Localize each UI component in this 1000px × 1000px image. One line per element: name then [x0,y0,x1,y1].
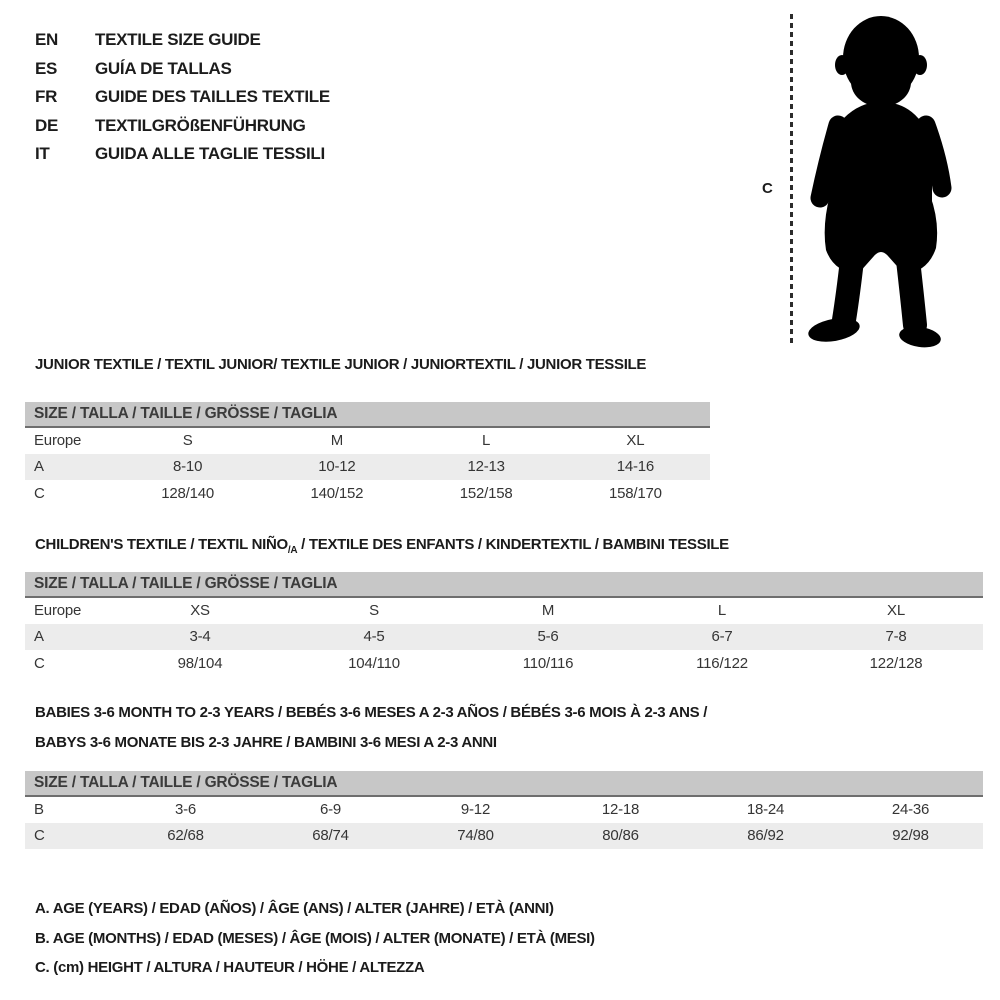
guide-title-it: GUIDA ALLE TAGLIE TESSILI [95,144,325,164]
row-label: A [34,458,44,476]
table-row [25,624,983,651]
guide-title-de: TEXTILGRÖßENFÜHRUNG [95,115,306,135]
table-cell: XL [626,432,645,450]
table-cell: 3-6 [174,801,197,819]
table-cell: 8-10 [173,458,203,476]
table-cell: XL [887,602,905,620]
table-row [25,650,983,677]
row-label: Europe [34,602,82,620]
table-cell: 68/74 [312,827,349,845]
table-row [25,427,710,454]
table-row [25,796,983,823]
table-cell: 152/158 [459,484,513,502]
table-cell: 10-12 [318,458,356,476]
table-cell: 4-5 [363,628,385,646]
table-cell: 14-16 [616,458,655,476]
children-title-post: / TEXTILE DES ENFANTS / KINDERTEXTIL / BAMBINI TESSILE [297,536,729,553]
table-cell: 12-13 [467,458,505,476]
babies-size-table [25,771,983,849]
table-cell: XS [190,602,210,620]
table-cell: 9-12 [460,801,491,819]
table-cell: 92/98 [892,827,929,845]
guide-title-en: TEXTILE SIZE GUIDE [95,30,261,49]
table-cell: 140/152 [310,484,364,502]
table-cell: 7-8 [885,628,907,646]
table-cell: 3-4 [189,628,211,646]
table-cell: 74/80 [457,827,494,845]
table-cell: 116/122 [696,654,748,672]
table-row [25,480,710,507]
table-cell: M [330,432,344,450]
babies-section-title-line1: BABIES 3-6 MONTH TO 2-3 YEARS / BEBÉS 3-6 MESES A 2-3 AÑOS / BÉBÉS 3-6 MOIS À 2-3 ANS / [35,704,708,721]
lang-row-it [35,140,330,169]
children-title-sub: /A [287,545,298,556]
table-cell: 104/110 [348,654,400,672]
table-cell: 62/68 [167,827,204,845]
row-label: Europe [34,432,82,450]
row-label: C [34,654,45,672]
height-dotted-line [790,14,793,347]
size-header-band: SIZE / TALLA / TAILLE / GRÖSSE / TAGLIA [25,771,983,796]
size-header-row [25,402,710,427]
row-label: C [34,827,45,845]
junior-size-table [25,402,710,507]
table-cell: S [369,602,379,620]
table-cell: 158/170 [608,484,662,502]
row-label: A [34,628,44,646]
table-cell: 80/86 [602,827,639,845]
size-header-band: SIZE / TALLA / TAILLE / GRÖSSE / TAGLIA [25,402,710,427]
baby-silhouette-icon [800,10,960,350]
guide-title-fr: GUIDE DES TAILLES TEXTILE [95,87,330,107]
table-cell: 6-7 [711,628,733,646]
size-header-row [25,771,983,796]
guide-title-es: GUÍA DE TALLAS [95,58,232,78]
table-row [25,454,710,481]
legend-height-cm: C. (cm) HEIGHT / ALTURA / HAUTEUR / HÖHE / ALTEZZA [35,959,425,976]
table-row [25,823,983,850]
lang-code: IT [35,144,50,164]
legend-age-months: B. AGE (MONTHS) / EDAD (MESES) / ÂGE (MOIS) / ALTER (MONATE) / ETÀ (MESI) [35,929,595,947]
size-header-row [25,572,983,597]
babies-section-title-line2: BABYS 3-6 MONATE BIS 2-3 JAHRE / BAMBINI 3-6 MESI A 2-3 ANNI [35,734,497,751]
table-cell: M [541,602,555,620]
row-label: B [34,801,44,819]
height-measure-label: C [762,180,773,197]
table-row [25,597,983,624]
table-cell: 86/92 [747,827,784,845]
table-cell: L [717,602,727,620]
children-size-table [25,572,983,677]
lang-row-en [35,26,330,55]
lang-code: ES [35,58,58,78]
lang-code: FR [35,87,58,107]
junior-section-title: JUNIOR TEXTILE / TEXTIL JUNIOR/ TEXTILE JUNIOR / JUNIORTEXTIL / JUNIOR TESSILE [35,356,647,373]
table-cell: 6-9 [319,801,342,819]
table-cell: S [182,432,193,450]
table-cell: 128/140 [161,484,215,502]
table-cell: 122/128 [869,654,923,672]
table-cell: L [482,432,491,450]
table-cell: 98/104 [177,654,223,672]
language-title-list [35,26,330,169]
lang-row-de [35,112,330,141]
table-cell: 12-18 [601,801,640,819]
legend-age-years: A. AGE (YEARS) / EDAD (AÑOS) / ÂGE (ANS) / ALTER (JAHRE) / ETÀ (ANNI) [35,900,554,917]
table-cell: 5-6 [537,628,559,646]
lang-row-fr [35,83,330,112]
lang-code: DE [35,115,59,135]
lang-row-es [35,55,330,84]
lang-code: EN [35,30,59,49]
size-header-band: SIZE / TALLA / TAILLE / GRÖSSE / TAGLIA [25,572,983,597]
measure-legend [35,894,595,983]
table-cell: 18-24 [746,801,785,819]
children-title-pre: CHILDREN'S TEXTILE / TEXTIL NIÑO [35,536,288,553]
table-cell: 110/116 [522,654,574,672]
children-section-title [35,536,729,556]
table-cell: 24-36 [891,801,930,819]
row-label: C [34,484,45,502]
